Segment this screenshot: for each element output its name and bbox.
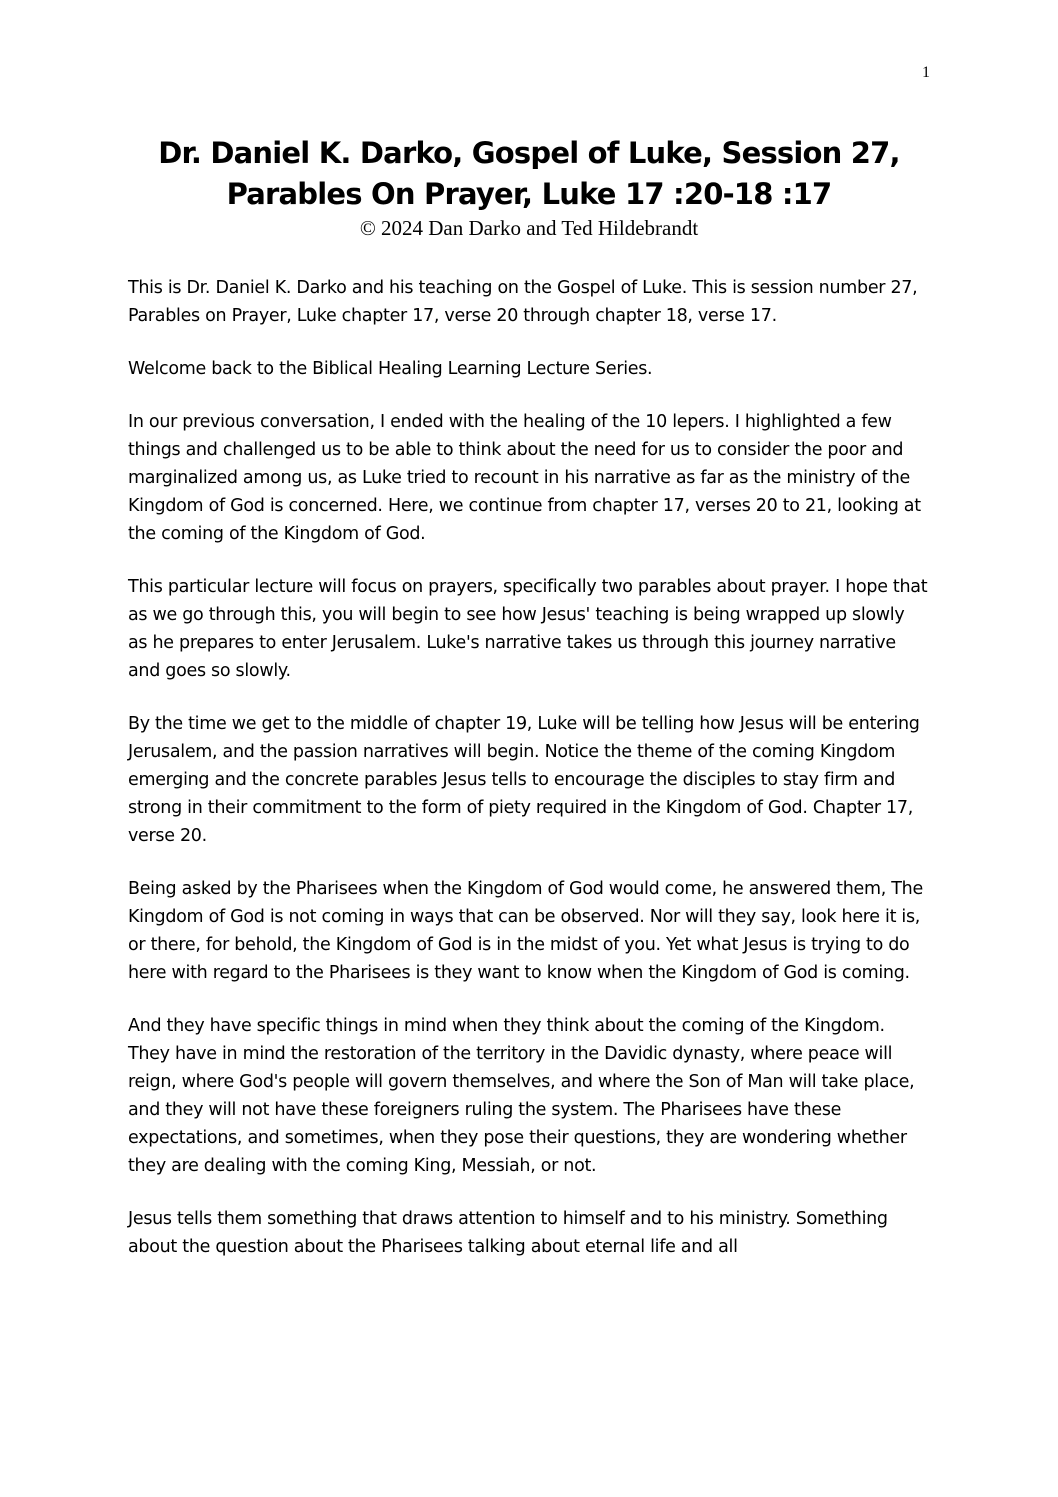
paragraph: Welcome back to the Biblical Healing Learning Lecture Series.	[128, 359, 653, 379]
title-line-2: Parables On Prayer, Luke 17 :20-18 :17	[226, 177, 832, 211]
paragraph: By the time we get to the middle of chapter 19, Luke will be telling how Jesus will be entering Jerusalem, and the passion narratives will begin. Notice the theme of the coming Kingdom emerging and the concrete parables Jesus tells to encourage the disciples to stay firm and strong in their commitment to the form of piety required in the Kingdom of God. Chapter 17, verse 20.	[128, 714, 920, 846]
paragraph: In our previous conversation, I ended with the healing of the 10 lepers. I highlighted a few things and challenged us to be able to think about the need for us to consider the poor and marginalized among us, as Luke tried to recount in his narrative as far as the ministry of the Kingdom of God is concerned. Here, we continue from chapter 17, verses 20 to 21, looking at the coming of the Kingdom of God.	[128, 412, 921, 544]
paragraph: This particular lecture will focus on prayers, specifically two parables about prayer. I hope that as we go through this, you will begin to see how Jesus' teaching is being wrapped up slowly as he prepares to enter Jerusalem. Luke's narrative takes us through this journey narrative and goes so slowly.	[128, 577, 928, 681]
paragraph: And they have specific things in mind when they think about the coming of the Kingdom. They have in mind the restoration of the territory in the Davidic dynasty, where peace will reign, where God's people will govern themselves, and where the Son of Man will take place, and they will not have these foreigners ruling the system. The Pharisees have these expectations, and sometimes, when they pose their questions, they are wondering whether they are dealing with the coming King, Messiah, or not.	[128, 1016, 915, 1176]
page-number: 1	[922, 64, 930, 81]
copyright-line: © 2024 Dan Darko and Ted Hildebrandt	[359, 216, 699, 240]
paragraph: This is Dr. Daniel K. Darko and his teaching on the Gospel of Luke. This is session number 27, Parables on Prayer, Luke chapter 17, verse 20 through chapter 18, verse 17.	[128, 278, 918, 326]
title-line-1: Dr. Daniel K. Darko, Gospel of Luke, Session 27,	[158, 136, 900, 170]
paragraph: Jesus tells them something that draws attention to himself and to his ministry. Something about the question about the Pharisees talking about eternal life and all	[128, 1209, 888, 1257]
paragraph: Being asked by the Pharisees when the Kingdom of God would come, he answered them, The Kingdom of God is not coming in ways that can be observed. Nor will they say, look here it is, or there, for behold, the Kingdom of God is in the midst of you. Yet what Jesus is trying to do here with regard to the Pharisees is they want to know when the Kingdom of God is coming.	[128, 879, 923, 983]
document-header	[0, 133, 1058, 241]
document-body	[128, 274, 928, 1286]
document-title	[0, 133, 1058, 215]
